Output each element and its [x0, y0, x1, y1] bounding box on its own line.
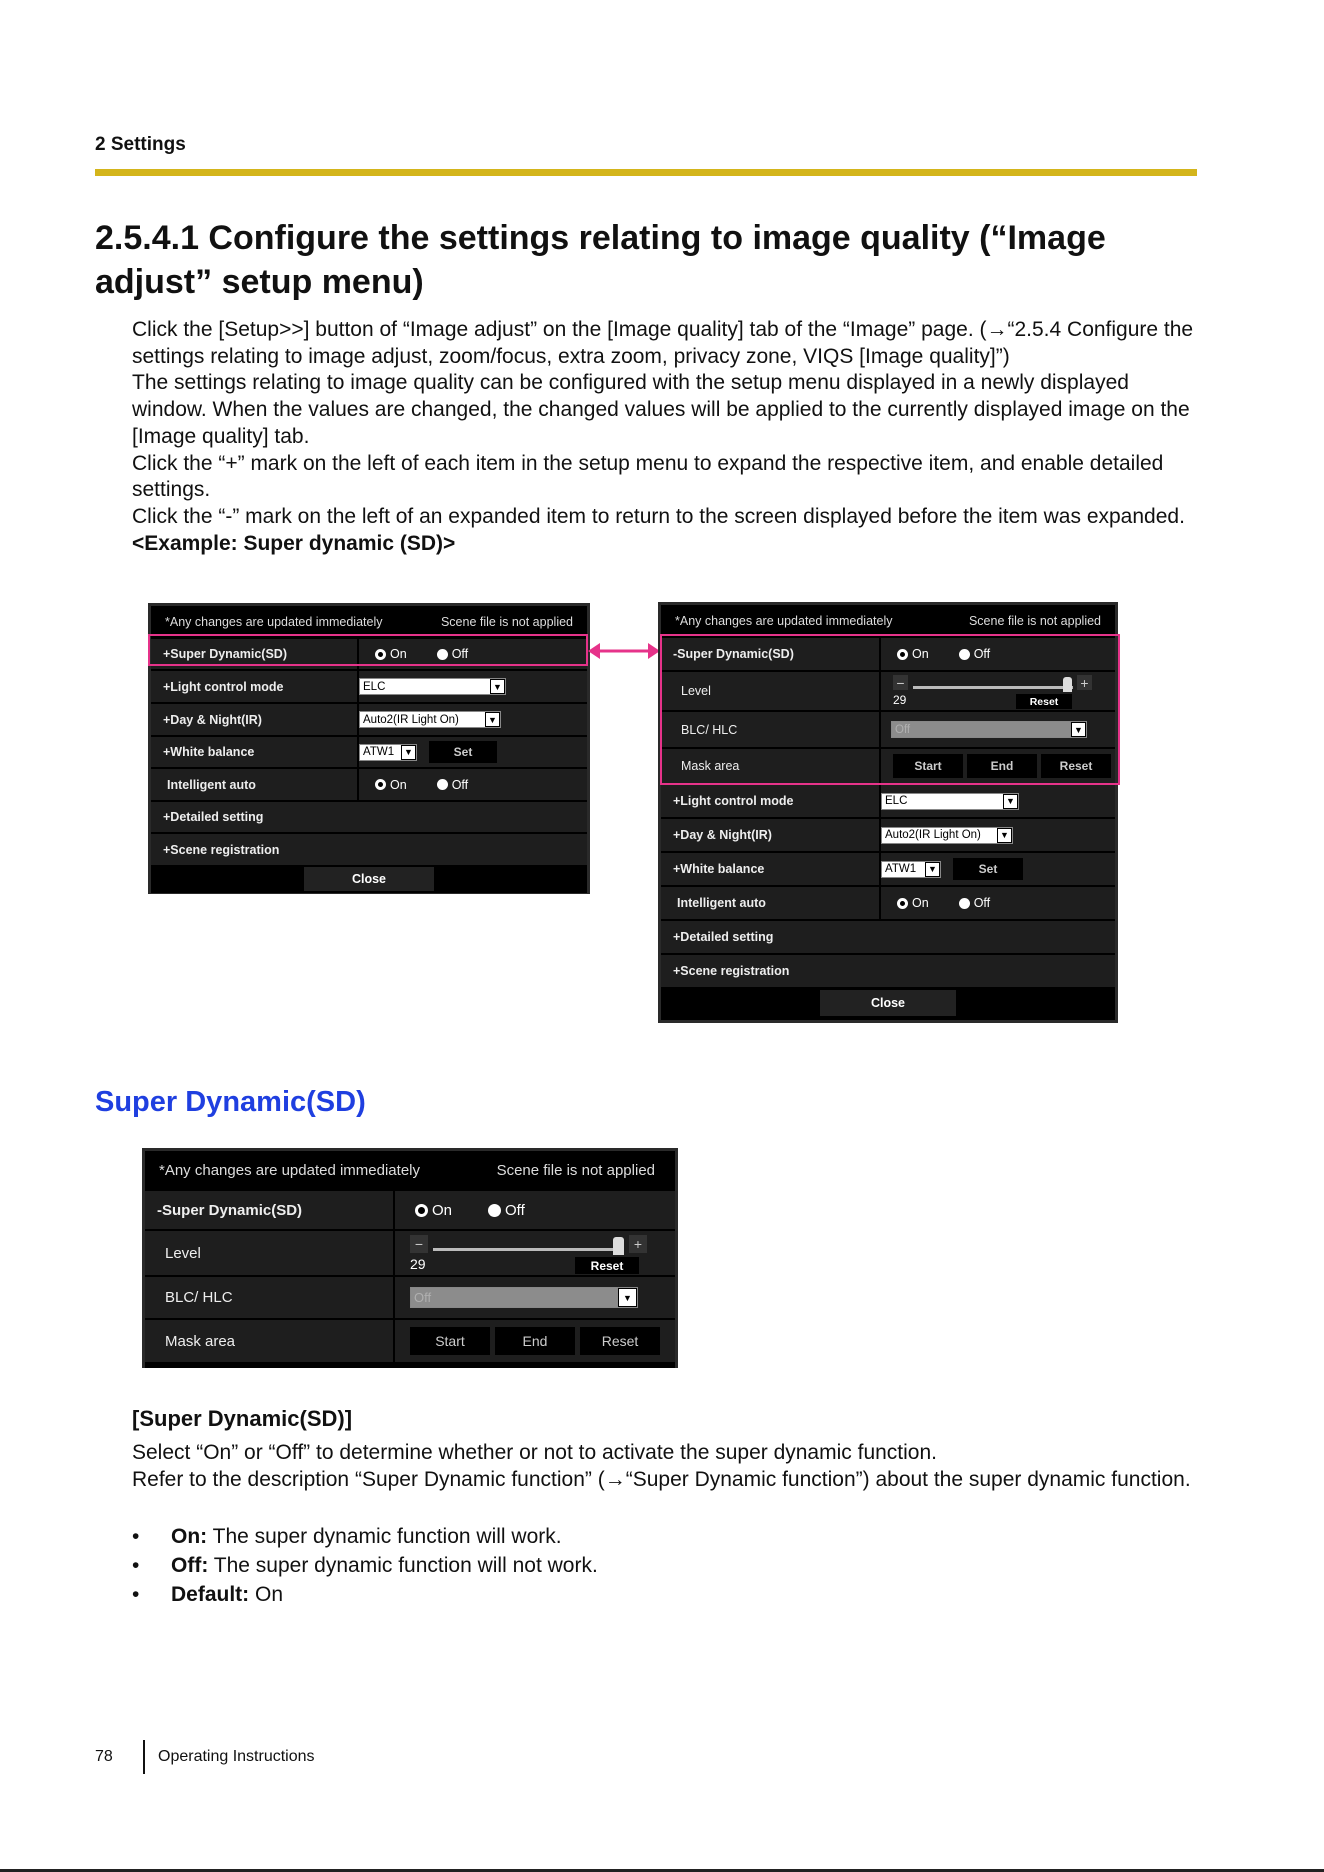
list-item: • Off: The super dynamic function will not work.	[132, 1554, 598, 1577]
scene-registration-toggle[interactable]: +Scene registration	[661, 955, 1115, 987]
chevron-down-icon: ▼	[1003, 794, 1018, 809]
footer-divider	[143, 1740, 145, 1774]
super-dynamic-toggle[interactable]: -Super Dynamic(SD)	[661, 638, 881, 670]
intro-text	[132, 317, 1207, 557]
close-button[interactable]: Close	[820, 990, 956, 1016]
row-intelligent-auto	[151, 767, 587, 800]
set-button[interactable]: Set	[429, 741, 497, 763]
radio-selected-icon	[375, 779, 386, 790]
sd-off-radio[interactable]: Off	[959, 647, 990, 661]
intro-paragraph: Click the “-” mark on the left of an expanded item to return to the screen displayed before the item was expanded.	[132, 504, 1185, 528]
chevron-down-icon: ▼	[490, 679, 505, 694]
level-reset-button[interactable]: Reset	[575, 1257, 639, 1274]
panel-header: *Any changes are updated immediately Scene file is not applied	[675, 613, 1101, 628]
set-button[interactable]: Set	[953, 858, 1023, 880]
mask-reset-button[interactable]: Reset	[580, 1327, 660, 1355]
page-number: 78	[95, 1748, 113, 1765]
minus-icon[interactable]: −	[893, 675, 908, 690]
section-title: Super Dynamic(SD)	[95, 1086, 366, 1118]
header-rule	[95, 169, 1197, 176]
chapter-header: 2 Settings	[95, 134, 186, 155]
white-balance-toggle[interactable]: +White balance	[151, 737, 359, 767]
level-slider[interactable]	[913, 686, 1073, 689]
radio-unselected-icon	[437, 779, 448, 790]
detail-text	[132, 1439, 1207, 1493]
mask-end-button[interactable]: End	[967, 754, 1037, 778]
level-slider[interactable]	[433, 1248, 623, 1251]
row-level	[661, 670, 1115, 710]
setup-menu-expanded	[658, 602, 1118, 1023]
minus-icon[interactable]: −	[410, 1235, 428, 1253]
intro-paragraph: The settings relating to image quality can be configured with the setup menu displayed in a newly displayed window. When the values are changed, the changed values will be applied to the currently displayed image on the [Image quality] tab.	[132, 371, 1190, 448]
slider-thumb[interactable]	[613, 1237, 624, 1255]
list-item: • On: The super dynamic function will work.	[132, 1525, 562, 1548]
row-super-dynamic	[661, 636, 1115, 670]
blc-hlc-label: BLC/ HLC	[661, 712, 881, 747]
radio-selected-icon	[897, 898, 908, 909]
footer-label: Operating Instructions	[158, 1748, 315, 1765]
chevron-down-icon: ▼	[925, 862, 940, 877]
row-mask-area	[661, 747, 1115, 783]
white-balance-select[interactable]: ATW1 ▼	[359, 744, 417, 761]
row-blc-hlc	[145, 1275, 675, 1318]
intelligent-auto-label: Intelligent auto	[661, 887, 881, 919]
chevron-down-icon: ▼	[618, 1288, 637, 1307]
row-mask-area	[145, 1318, 675, 1362]
white-balance-select[interactable]: ATW1 ▼	[881, 861, 941, 878]
setup-menu-collapsed	[148, 603, 590, 894]
mask-end-button[interactable]: End	[495, 1327, 575, 1355]
row-super-dynamic	[151, 637, 587, 669]
mask-reset-button[interactable]: Reset	[1041, 754, 1111, 778]
ia-on-radio[interactable]: On	[375, 778, 407, 792]
close-button[interactable]: Close	[304, 867, 434, 891]
light-control-toggle[interactable]: +Light control mode	[661, 785, 881, 817]
sd-off-radio[interactable]: Off	[437, 647, 468, 661]
row-level	[145, 1229, 675, 1275]
intro-paragraph: Click the [Setup>>] button of “Image adjust” on the [Image quality] tab of the “Image” page. (→“2.5.4 Configure the settings relating to image adjust, zoom/focus, extra zoom, privacy zone, VIQS [Image quality]”)	[132, 318, 1194, 368]
row-detailed-setting	[151, 800, 587, 832]
radio-selected-icon	[375, 649, 386, 660]
radio-unselected-icon	[488, 1204, 501, 1217]
level-label: Level	[145, 1231, 395, 1275]
mask-area-label: Mask area	[145, 1320, 395, 1362]
ia-off-radio[interactable]: Off	[959, 896, 990, 910]
row-light-control	[151, 669, 587, 702]
row-white-balance	[151, 735, 587, 767]
page-title: 2.5.4.1 Configure the settings relating to image quality (“Image adjust” setup menu)	[95, 219, 1106, 301]
radio-unselected-icon	[437, 649, 448, 660]
subsection-heading: [Super Dynamic(SD)]	[132, 1406, 353, 1431]
radio-selected-icon	[415, 1204, 428, 1217]
row-day-night	[661, 817, 1115, 851]
example-label: <Example: Super dynamic (SD)>	[132, 531, 456, 555]
sd-on-radio[interactable]: On	[375, 647, 407, 661]
light-control-select[interactable]: ELC ▼	[881, 793, 1019, 810]
intelligent-auto-label: Intelligent auto	[151, 769, 359, 800]
super-dynamic-toggle[interactable]: -Super Dynamic(SD)	[145, 1191, 395, 1229]
ia-off-radio[interactable]: Off	[437, 778, 468, 792]
super-dynamic-toggle[interactable]: +Super Dynamic(SD)	[151, 639, 359, 669]
detail-paragraph: Refer to the description “Super Dynamic function” (→“Super Dynamic function”) about the super dynamic function.	[132, 1468, 1191, 1491]
radio-unselected-icon	[959, 649, 970, 660]
day-night-select[interactable]: Auto2(IR Light On) ▼	[359, 711, 501, 728]
day-night-toggle[interactable]: +Day & Night(IR)	[661, 819, 881, 851]
light-control-select[interactable]: ELC ▼	[359, 678, 506, 695]
day-night-toggle[interactable]: +Day & Night(IR)	[151, 704, 359, 735]
row-day-night	[151, 702, 587, 735]
row-blc-hlc	[661, 710, 1115, 747]
chevron-down-icon: ▼	[401, 745, 416, 760]
plus-icon[interactable]: +	[1077, 675, 1092, 690]
double-arrow-icon	[588, 640, 660, 662]
detailed-setting-toggle[interactable]: +Detailed setting	[661, 921, 1115, 953]
chevron-down-icon: ▼	[485, 712, 500, 727]
level-value: 29	[893, 693, 907, 707]
scene-registration-toggle[interactable]: +Scene registration	[151, 834, 587, 865]
row-scene-registration	[151, 832, 587, 865]
chevron-down-icon: ▼	[997, 828, 1012, 843]
mask-start-button[interactable]: Start	[410, 1327, 490, 1355]
sd-on-radio[interactable]: On	[415, 1202, 452, 1219]
panel-header: *Any changes are updated immediately Scene file is not applied	[165, 614, 573, 629]
ia-on-radio[interactable]: On	[897, 896, 929, 910]
row-intelligent-auto	[661, 885, 1115, 919]
radio-unselected-icon	[959, 898, 970, 909]
detailed-setting-toggle[interactable]: +Detailed setting	[151, 802, 587, 832]
row-detailed-setting	[661, 919, 1115, 953]
slider-thumb[interactable]	[1063, 677, 1072, 692]
light-control-toggle[interactable]: +Light control mode	[151, 671, 359, 702]
mask-start-button[interactable]: Start	[893, 754, 963, 778]
row-scene-registration	[661, 953, 1115, 987]
plus-icon[interactable]: +	[629, 1235, 647, 1253]
blc-hlc-label: BLC/ HLC	[145, 1277, 395, 1318]
row-white-balance	[661, 851, 1115, 885]
blc-hlc-select[interactable]: Off ▼	[410, 1287, 638, 1308]
row-super-dynamic	[145, 1189, 675, 1229]
radio-selected-icon	[897, 649, 908, 660]
level-reset-button[interactable]: Reset	[1016, 694, 1072, 709]
detail-paragraph: Select “On” or “Off” to determine whether or not to activate the super dynamic function.	[132, 1441, 937, 1464]
level-label: Level	[661, 672, 881, 710]
sd-off-radio[interactable]: Off	[488, 1202, 525, 1219]
blc-hlc-select[interactable]: Off ▼	[891, 721, 1087, 738]
white-balance-toggle[interactable]: +White balance	[661, 853, 881, 885]
level-value: 29	[410, 1256, 426, 1272]
sd-on-radio[interactable]: On	[897, 647, 929, 661]
day-night-select[interactable]: Auto2(IR Light On) ▼	[881, 827, 1013, 844]
sd-settings-panel	[142, 1148, 678, 1368]
mask-area-label: Mask area	[661, 749, 881, 783]
option-list	[132, 1522, 598, 1609]
chevron-down-icon: ▼	[1071, 722, 1086, 737]
row-light-control	[661, 783, 1115, 817]
list-item: • Default: On	[132, 1583, 284, 1606]
intro-paragraph: Click the “+” mark on the left of each item in the setup menu to expand the respective item, and enable detailed settings.	[132, 451, 1164, 502]
panel-header: *Any changes are updated immediately Scene file is not applied	[159, 1161, 655, 1179]
